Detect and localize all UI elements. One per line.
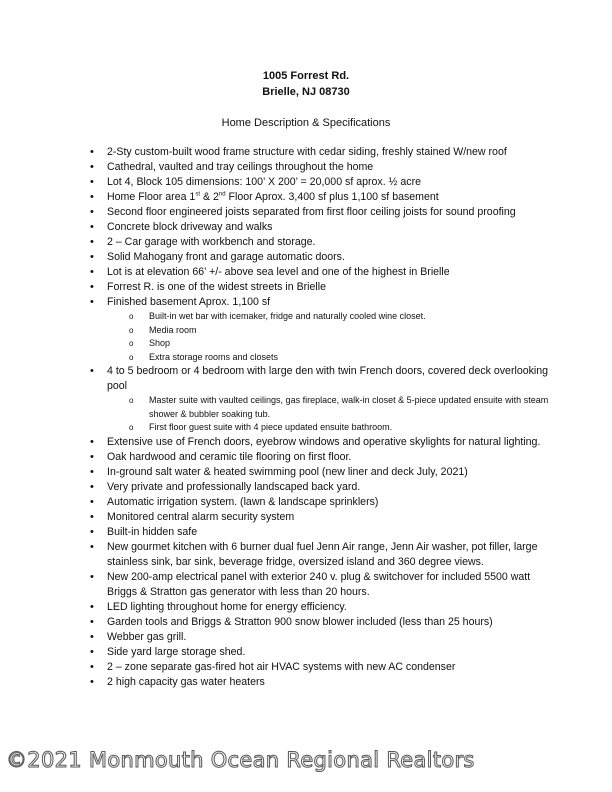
list-item — [90, 265, 550, 280]
list-item — [90, 450, 550, 465]
list-item-text: 2-Sty custom-built wood frame structure with cedar siding, freshly stained W/new roof — [107, 146, 507, 158]
list-item — [90, 615, 550, 630]
list-item — [90, 675, 550, 690]
list-item-text-part: st — [195, 191, 200, 198]
list-item — [90, 190, 550, 205]
list-item-text: Automatic irrigation system. (lawn & landscape sprinklers) — [107, 495, 379, 508]
list-item-text: Second floor engineered joists separated from first floor ceiling joists for sound proofing — [107, 206, 516, 218]
list-item — [90, 220, 550, 235]
list-item — [90, 630, 550, 645]
list-item-text: 4 to 5 bedroom or 4 bedroom with large den with twin French doors, covered deck overlooking pool — [107, 365, 549, 392]
list-item — [90, 600, 550, 615]
list-item-text: Very private and professionally landscaped back yard. — [107, 480, 361, 493]
list-item — [90, 510, 550, 525]
address-line-2: Brielle, NJ 08730 — [262, 86, 350, 98]
list-item — [90, 495, 550, 510]
list-item-text: Concrete block driveway and walks — [107, 221, 273, 233]
list-item — [90, 235, 550, 250]
list-item-text: 2 – zone separate gas-fired hot air HVAC systems with new AC condenser — [107, 660, 456, 673]
list-item — [90, 175, 550, 190]
document-subtitle: Home Description & Specifications — [221, 117, 391, 129]
sub-list-item: o Media room — [107, 324, 550, 338]
sub-list — [107, 310, 550, 364]
list-item-text: LED lighting throughout home for energy efficiency. — [107, 600, 347, 613]
list-item-text: Extensive use of French doors, eyebrow windows and operative skylights for natural lighting. — [107, 435, 541, 448]
sub-list-item: o Shop — [107, 337, 550, 351]
list-item — [90, 364, 550, 435]
address-line-1: 1005 Forrest Rd. — [262, 70, 350, 82]
list-item — [90, 645, 550, 660]
copyright-watermark: ©2021 Monmouth Ocean Regional Realtors — [6, 748, 475, 772]
list-item-text-part: Floor Aprox. 3,400 sf plus 1,100 sf basement — [225, 191, 439, 203]
list-item-text: Webber gas grill. — [107, 630, 187, 643]
list-item — [90, 250, 550, 265]
list-item-text-part: Home Floor area 1 — [107, 191, 196, 203]
specifications-list — [90, 145, 550, 690]
list-item-text: 2 high capacity gas water heaters — [107, 675, 265, 688]
sub-list-item: o Extra storage rooms and closets — [107, 351, 550, 365]
list-item — [90, 525, 550, 540]
list-item-text: Built-in hidden safe — [107, 525, 198, 538]
list-item — [90, 480, 550, 495]
list-item — [90, 295, 550, 364]
list-item — [90, 145, 550, 160]
list-item-text-part: nd — [218, 191, 226, 198]
sub-list — [107, 394, 550, 435]
list-item — [90, 660, 550, 675]
list-item — [90, 280, 550, 295]
list-item-text: New 200-amp electrical panel with exterior 240 v. plug & switchover for included 5500 watt Briggs & Stratton gas generator with less than 20 hours. — [107, 570, 531, 598]
list-item — [90, 465, 550, 480]
list-item — [90, 540, 550, 570]
list-item — [90, 205, 550, 220]
list-item — [90, 160, 550, 175]
list-item-text: Forrest R. is one of the widest streets in Brielle — [107, 281, 327, 293]
list-item-text: Oak hardwood and ceramic tile flooring on first floor. — [107, 450, 352, 463]
sub-list-item: o First floor guest suite with 4 piece updated ensuite bathroom. — [107, 421, 550, 435]
list-item-text — [107, 191, 439, 203]
list-item-text: Finished basement Aprox. 1,100 sf — [107, 296, 271, 308]
list-item-text: Lot is at elevation 66’ +/- above sea level and one of the highest in Brielle — [107, 266, 450, 278]
list-item-text: 2 – Car garage with workbench and storage. — [107, 236, 316, 248]
list-item-text: Monitored central alarm security system — [107, 510, 295, 523]
list-item-text: Lot 4, Block 105 dimensions: 100’ X 200’ = 20,000 sf aprox. ½ acre — [107, 176, 421, 188]
list-item-text: Garden tools and Briggs & Stratton 900 snow blower included (less than 25 hours) — [107, 615, 493, 628]
list-item-text: Side yard large storage shed. — [107, 645, 246, 658]
list-item-text: New gourmet kitchen with 6 burner dual fuel Jenn Air range, Jenn Air washer, pot filler, large stainless sink, bar sink, beverage fridge, oversized island and 360 degree views. — [107, 540, 538, 568]
list-item — [90, 570, 550, 600]
list-item-text: Solid Mahogany front and garage automatic doors. — [107, 251, 345, 263]
list-item-text-part: & 2 — [200, 191, 219, 203]
sub-list-item: o Built-in wet bar with icemaker, fridge and naturally cooled wine closet. — [107, 310, 550, 324]
list-item-text: In-ground salt water & heated swimming pool (new liner and deck July, 2021) — [107, 465, 468, 478]
list-item — [90, 435, 550, 450]
sub-list-item: o Master suite with vaulted ceilings, gas fireplace, walk-in closet & 5-piece updated ensuite with steam shower & bubbler soaking tub. — [107, 394, 550, 421]
list-item-text: Cathedral, vaulted and tray ceilings throughout the home — [107, 161, 374, 173]
